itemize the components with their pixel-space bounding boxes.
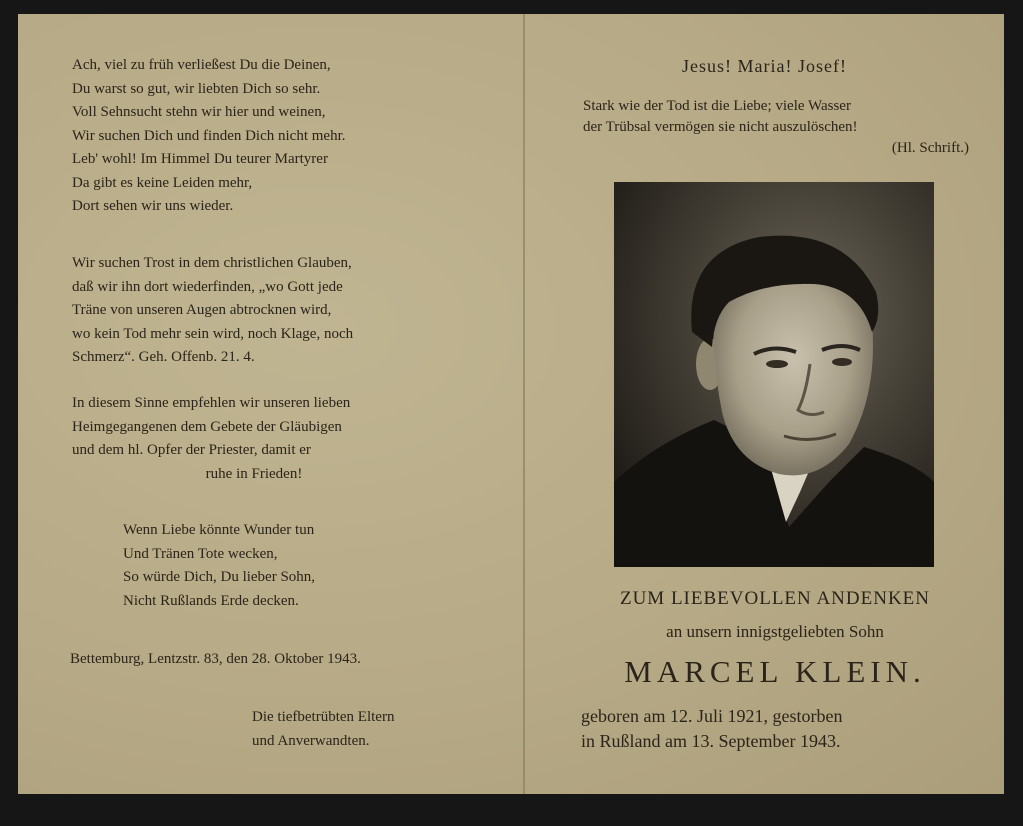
poem-line: Du warst so gut, wir liebten Dich so sehr. <box>72 80 321 97</box>
memorial-card <box>18 14 1004 794</box>
comfort-last-line <box>72 346 454 370</box>
verse-line: So würde Dich, Du lieber Sohn, <box>123 569 316 585</box>
comfort-line: Wir suchen Trost in dem christlichen Glauben, <box>72 255 352 271</box>
verse-line: Wenn Liebe könnte Wunder tun <box>123 522 315 538</box>
scripture-quote <box>583 96 969 159</box>
place-date <box>70 648 361 672</box>
dates-line: in Rußland am 13. September 1943. <box>581 731 841 751</box>
scripture-reference: Geh. Offenb. 21. 4. <box>138 349 255 365</box>
memorial-subtitle: an unsern innigstgeliebten Sohn <box>666 622 884 641</box>
verse-line: Nicht Rußlands Erde decken. <box>123 592 299 609</box>
portrait-photo <box>614 182 934 567</box>
prayer-request <box>72 392 456 486</box>
comfort-passage <box>72 252 454 370</box>
poem-line: Ach, viel zu früh verließest Du die Deinen, <box>72 57 331 73</box>
deceased-name: MARCEL KLEIN. <box>624 654 926 689</box>
prayer-line: und dem hl. Opfer der Priester, damit er <box>72 442 311 458</box>
quote-line: der Trübsal vermögen sie nicht auszulöschen! <box>583 119 858 135</box>
verse <box>123 519 315 613</box>
left-panel <box>18 14 523 794</box>
poem-line: Leb' wohl! Im Himmel Du teurer Martyrer <box>72 151 328 167</box>
prayer-last-line: ruhe in Frieden! <box>205 465 303 482</box>
poem-line: Voll Sehnsucht stehn wir hier und weinen, <box>72 104 326 120</box>
signature-line: und Anverwandten. <box>252 732 370 749</box>
comfort-line: daß wir ihn dort wiederfinden, „wo Gott jede <box>72 278 343 295</box>
invocation: Jesus! Maria! Josef! <box>682 56 847 76</box>
signature-line: Die tiefbetrübten Eltern <box>252 709 395 725</box>
dates-line: geboren am 12. Juli 1921, gestorben <box>581 706 843 726</box>
poem-line: Wir suchen Dich und finden Dich nicht mehr. <box>72 127 346 144</box>
prayer-line: In diesem Sinne empfehlen wir unseren lieben <box>72 395 351 411</box>
comfort-line: wo kein Tod mehr sein wird, noch Klage, noch <box>72 325 354 342</box>
poem-line: Dort sehen wir uns wieder. <box>72 198 234 214</box>
memorial-title: ZUM LIEBEVOLLEN ANDENKEN <box>619 588 930 609</box>
quote-line: Stark wie der Tod ist die Liebe; viele Wasser <box>583 98 851 114</box>
poem-line: Da gibt es keine Leiden mehr, <box>72 174 253 191</box>
right-panel <box>525 14 1004 794</box>
comfort-last-text: Schmerz“. <box>72 349 135 365</box>
signature <box>252 706 394 753</box>
portrait-image <box>614 182 934 567</box>
place-date-text: Bettemburg, Lentzstr. 83, den 28. Oktober 1943. <box>70 651 361 667</box>
quote-source: (Hl. Schrift.) <box>891 140 969 156</box>
poem <box>72 54 346 219</box>
prayer-line: Heimgegangenen dem Gebete der Gläubigen <box>72 418 342 435</box>
life-dates <box>581 704 969 754</box>
comfort-line: Träne von unseren Augen abtrocknen wird, <box>72 302 332 318</box>
verse-line: Und Tränen Tote wecken, <box>123 545 278 562</box>
